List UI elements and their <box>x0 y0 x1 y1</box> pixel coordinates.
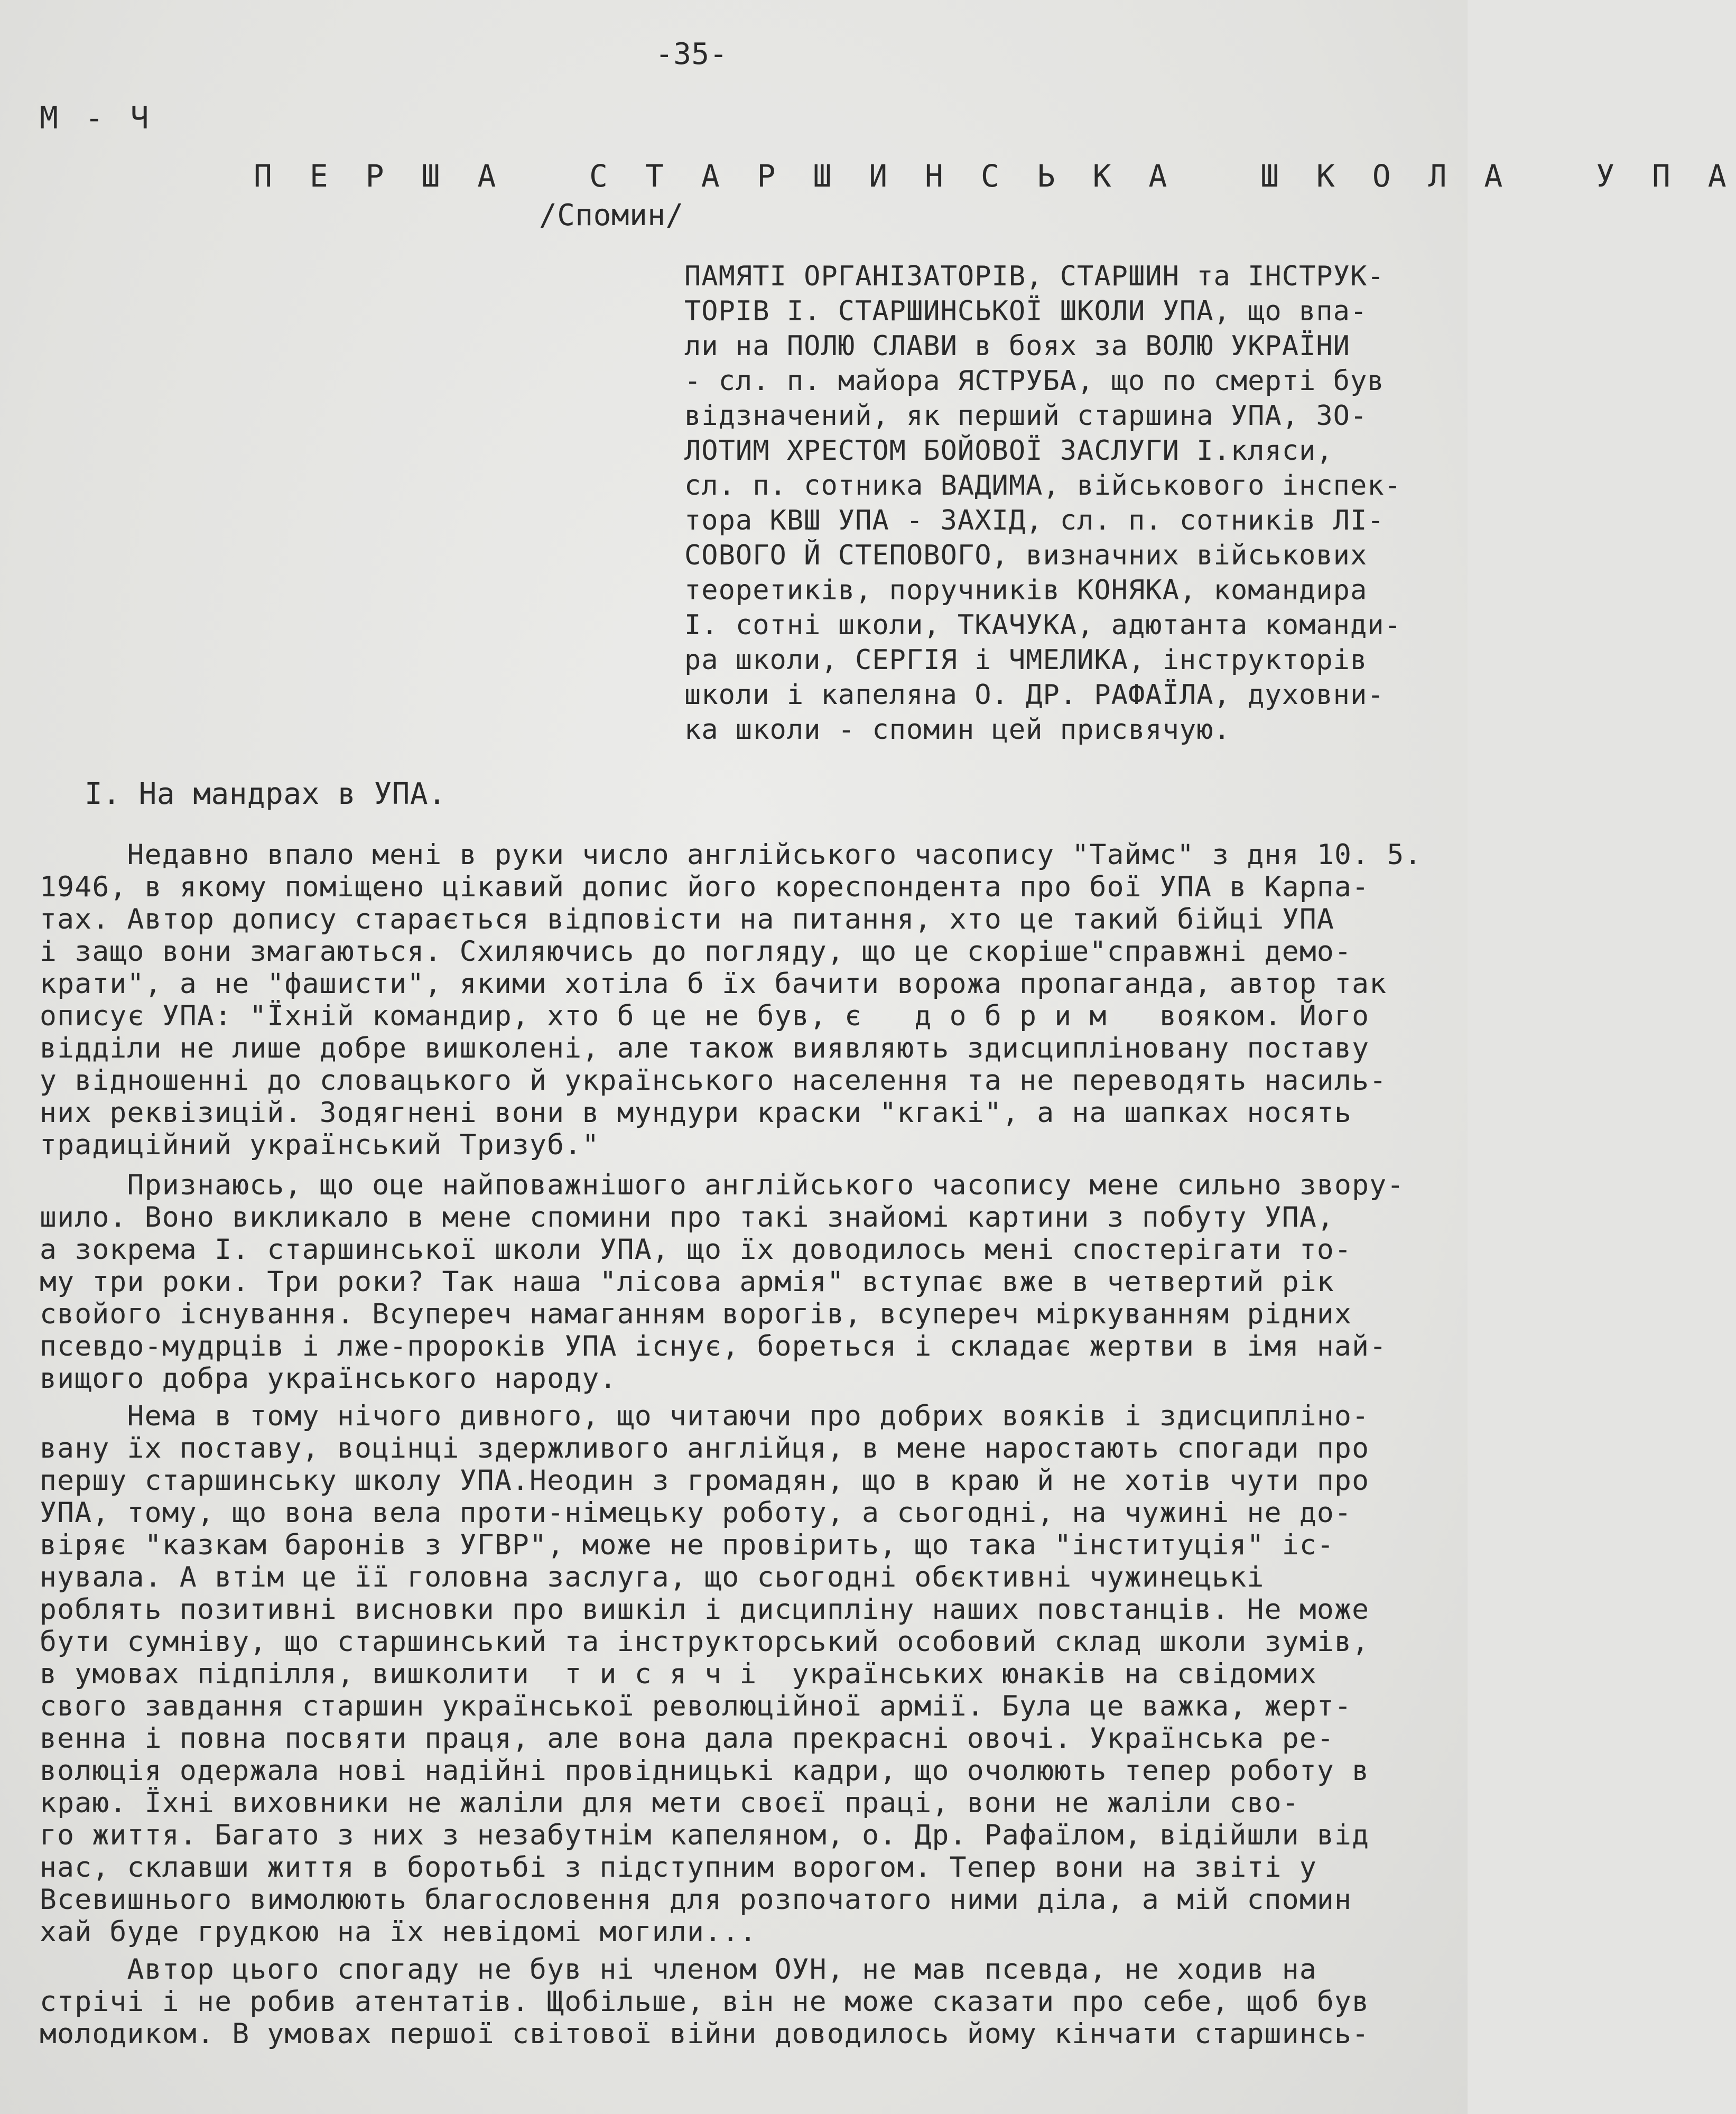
dedication-line: ЛОТИМ ХРЕСТОМ БОЙОВОЇ ЗАСЛУГИ І.кляси, <box>684 435 1333 467</box>
dedication-line: ли на ПОЛЮ СЛАВИ в боях за ВОЛЮ УКРАЇНИ <box>684 330 1350 362</box>
body-line: тах. Автор допису старається відповісти на питання, хто це такий бійці УПА <box>40 903 1335 935</box>
body-line: і защо вони змагаються. Схиляючись до погляду, що це скоріше"справжні демо- <box>40 935 1352 968</box>
body-line: традиційний український Тризуб." <box>40 1129 600 1161</box>
body-line: віряє "казкам баронів з УГВР", може не провірить, що така "інституція" іс- <box>40 1529 1335 1561</box>
page-number: -35- <box>655 37 728 71</box>
dedication-line: ра школи, СЕРГІЯ і ЧМЕЛИКА, інструкторів <box>684 644 1368 676</box>
body-line: свого завдання старшин української революційної армії. Була це важка, жерт- <box>40 1690 1352 1722</box>
body-line: в умовах підпілля, вишколити т и с я ч і українських юнаків на свідомих <box>40 1658 1317 1690</box>
body-line: нувала. А втім це її головна заслуга, що сьогодні обєктивні чужинецькі <box>40 1561 1265 1593</box>
body-line: УПА, тому, що вона вела проти-німецьку роботу, а сьогодні, на чужині не до- <box>40 1497 1352 1529</box>
body-line: го життя. Багато з них з незабутнім капеляном, о. Др. Рафаїлом, відійшли від <box>40 1819 1370 1851</box>
dedication-line: сл. п. сотника ВАДИМА, військового інспек- <box>684 470 1401 502</box>
body-line: а зокрема І. старшинської школи УПА, що їх доводилось мені спостерігати то- <box>40 1234 1352 1266</box>
body-line: Признаюсь, що оце найповажнішого англійського часопису мене сильно звору- <box>40 1169 1405 1201</box>
body-line: у відношенні до словацького й українського населення та не переводять насиль- <box>40 1064 1387 1097</box>
document-title: П Е Р Ш А С Т А Р Ш И Н С Ь К А Ш К О Л А У П А <box>254 158 1736 194</box>
body-line: Нема в тому нічого дивного, що читаючи про добрих вояків і здисципліно- <box>40 1400 1370 1432</box>
dedication-line: школи і капеляна О. ДР. РАФАЇЛА, духовни- <box>684 679 1385 711</box>
dedication-line: теоретиків, поручників КОНЯКА, командира <box>684 574 1368 606</box>
body-line: крати", а не "фашисти", якими хотіла б їх бачити ворожа пропаганда, автор так <box>40 968 1387 1000</box>
body-line: шило. Воно викликало в мене спомини про такі знайомі картини з побуту УПА, <box>40 1201 1335 1234</box>
body-line: Всевишнього вимолюють благословення для розпочатого ними діла, а мій спомин <box>40 1884 1352 1916</box>
body-line: волюція одержала нові надійні провідницькі кадри, що очолюють тепер роботу в <box>40 1755 1370 1787</box>
dedication-line: відзначений, як перший старшина УПА, ЗО- <box>684 400 1368 432</box>
dedication-line: І. сотні школи, ТКАЧУКА, адютанта команди- <box>684 609 1401 641</box>
body-line: 1946, в якому поміщено цікавий допис його кореспондента про бої УПА в Карпа- <box>40 871 1370 903</box>
body-line: молодиком. В умовах першої світової війни доводилось йому кінчати старшинсь- <box>40 2018 1370 2050</box>
body-line: Недавно впало мені в руки число англійського часопису "Таймс" з дня 10. 5. <box>40 839 1422 871</box>
body-line: венна і повна посвяти праця, але вона дала прекрасні овочі. Українська ре- <box>40 1722 1335 1755</box>
dedication-line: ТОРІВ І. СТАРШИНСЬКОЇ ШКОЛИ УПА, що впа- <box>684 295 1368 327</box>
body-line: псевдо-мудрців і лже-пророків УПА існує, бореться і складає жертви в імя най- <box>40 1330 1387 1362</box>
dedication-line: ПАМЯТІ ОРГАНІЗАТОРІВ, СТАРШИН та ІНСТРУК- <box>684 261 1385 292</box>
body-line: відділи не лише добре вишколені, але також виявляють здисципліновану поставу <box>40 1032 1370 1064</box>
body-line: вищого добра українського народу. <box>40 1362 617 1395</box>
body-line: му три роки. Три роки? Так наша "лісова армія" вступає вже в четвертий рік <box>40 1266 1335 1298</box>
body-line: краю. Їхні виховники не жаліли для мети своєї праці, вони не жаліли сво- <box>40 1787 1299 1819</box>
body-line: вану їх поставу, воцінці здержливого англійця, в мене наростають спогади про <box>40 1432 1370 1464</box>
body-line: Автор цього спогаду не був ні членом ОУН, не мав псевда, не ходив на <box>40 1953 1317 1986</box>
body-line: роблять позитивні висновки про вишкіл і дисципліну наших повстанців. Не може <box>40 1593 1370 1626</box>
body-line: описує УПА: "Їхній командир, хто б це не був, є д о б р и м вояком. Його <box>40 1000 1370 1032</box>
author-initials: М - Ч <box>40 100 153 136</box>
body-line: першу старшинську школу УПА.Неодин з громадян, що в краю й не хотів чути про <box>40 1464 1370 1497</box>
dedication-line: СОВОГО Й СТЕПОВОГО, визначних військових <box>684 540 1368 571</box>
section-heading: І. На мандрах в УПА. <box>85 777 447 811</box>
document-subtitle: /Спомин/ <box>539 198 684 233</box>
body-line: хай буде грудкою на їх невідомі могили... <box>40 1916 757 1948</box>
dedication-line: тора КВШ УПА - ЗАХІД, сл. п. сотників ЛІ- <box>684 505 1385 536</box>
body-line: свойого існування. Всупереч намаганням ворогів, всупереч міркуванням рідних <box>40 1298 1352 1330</box>
dedication-line: - сл. п. майора ЯСТРУБА, що по смерті був <box>684 365 1385 397</box>
body-line: них реквізицій. Зодягнені вони в мундури краски "кгакі", а на шапках носять <box>40 1097 1352 1129</box>
body-line: стрічі і не робив атентатів. Щобільше, він не може сказати про себе, щоб був <box>40 1986 1370 2018</box>
body-line: нас, склавши життя в боротьбі з підступним ворогом. Тепер вони на звіті у <box>40 1851 1317 1884</box>
dedication-line: ка школи - спомин цей присвячую. <box>684 714 1231 746</box>
body-line: бути сумніву, що старшинський та інструкторський особовий склад школи зумів, <box>40 1626 1370 1658</box>
